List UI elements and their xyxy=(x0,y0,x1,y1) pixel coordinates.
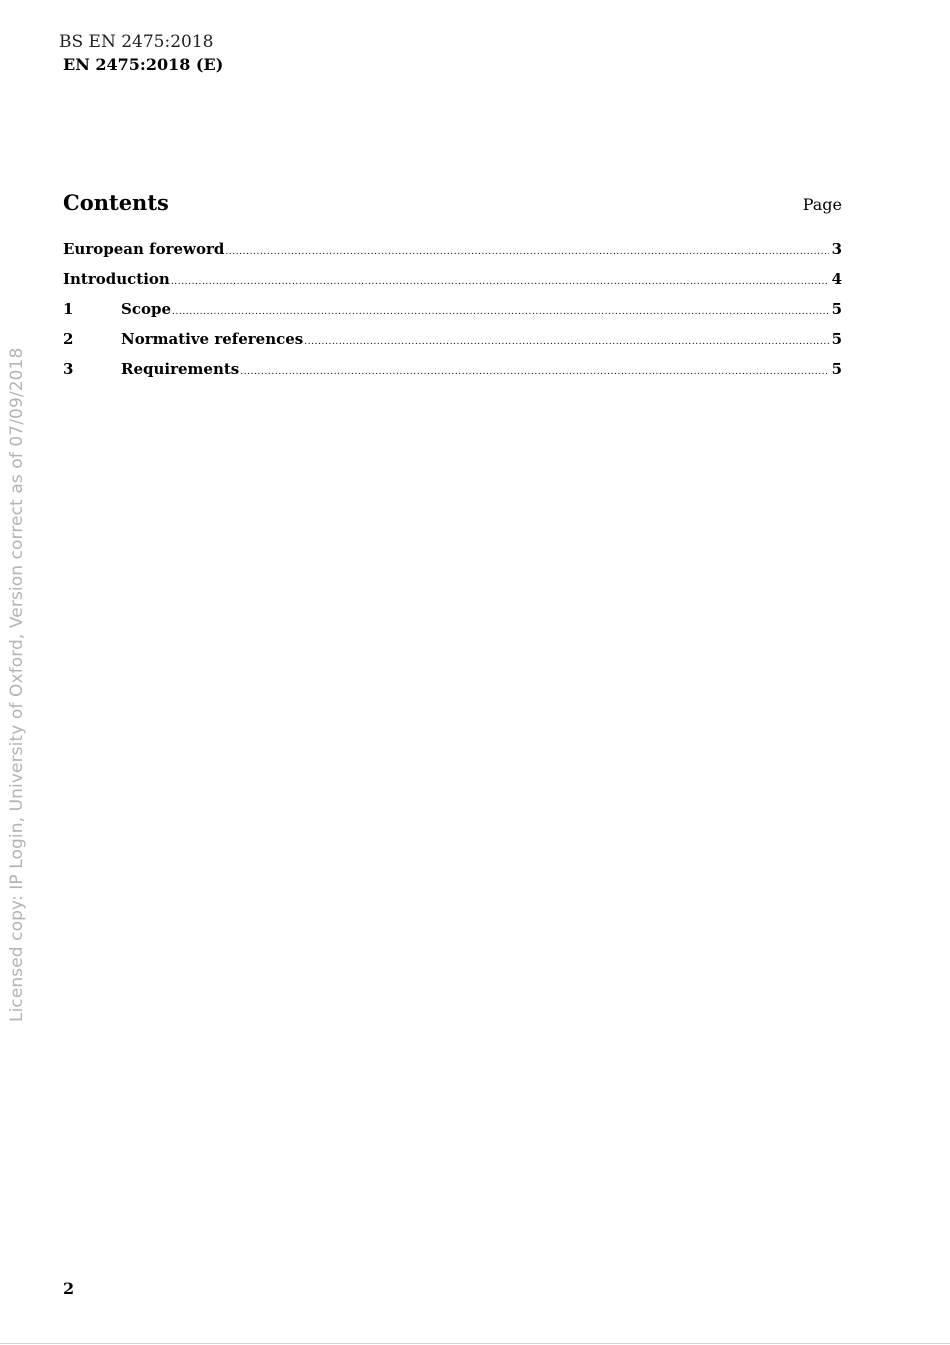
toc-dot-leader xyxy=(171,277,829,287)
toc-entry-label[interactable]: Scope xyxy=(121,300,172,318)
toc-dot-leader xyxy=(240,367,828,377)
toc-dot-leader xyxy=(304,337,828,347)
toc-entry-label[interactable]: Requirements xyxy=(121,360,240,378)
contents-heading: Contents xyxy=(63,190,169,215)
page-edge-divider xyxy=(0,1343,950,1344)
toc-entry-label[interactable]: Normative references xyxy=(121,330,304,348)
toc-entry-requirements[interactable] xyxy=(63,360,842,390)
toc-entry-page[interactable]: 5 xyxy=(831,330,842,348)
table-of-contents xyxy=(63,240,842,390)
toc-dot-leader xyxy=(225,247,828,257)
page-column-label: Page xyxy=(802,195,842,214)
toc-entry-introduction[interactable] xyxy=(63,270,842,300)
page-number: 2 xyxy=(63,1279,75,1298)
toc-entry-number: 1 xyxy=(63,300,74,318)
toc-dot-leader xyxy=(172,307,829,317)
license-watermark: Licensed copy: IP Login, University of Oxford, Version correct as of 07/09/2018 xyxy=(7,347,27,1022)
toc-entry-label[interactable]: Introduction xyxy=(63,270,170,288)
toc-entry-page[interactable]: 5 xyxy=(831,300,842,318)
toc-entry-page[interactable]: 3 xyxy=(831,240,842,258)
toc-entry-number: 3 xyxy=(63,360,74,378)
toc-entry-page[interactable]: 4 xyxy=(831,270,842,288)
toc-entry-normative-references[interactable] xyxy=(63,330,842,360)
toc-entry-label[interactable]: European foreword xyxy=(63,240,225,258)
toc-entry-number: 2 xyxy=(63,330,74,348)
toc-entry-page[interactable]: 5 xyxy=(831,360,842,378)
toc-entry-european-foreword[interactable] xyxy=(63,240,842,270)
toc-entry-scope[interactable] xyxy=(63,300,842,330)
document-code: BS EN 2475:2018 xyxy=(59,32,214,52)
document-subcode: EN 2475:2018 (E) xyxy=(63,55,224,74)
